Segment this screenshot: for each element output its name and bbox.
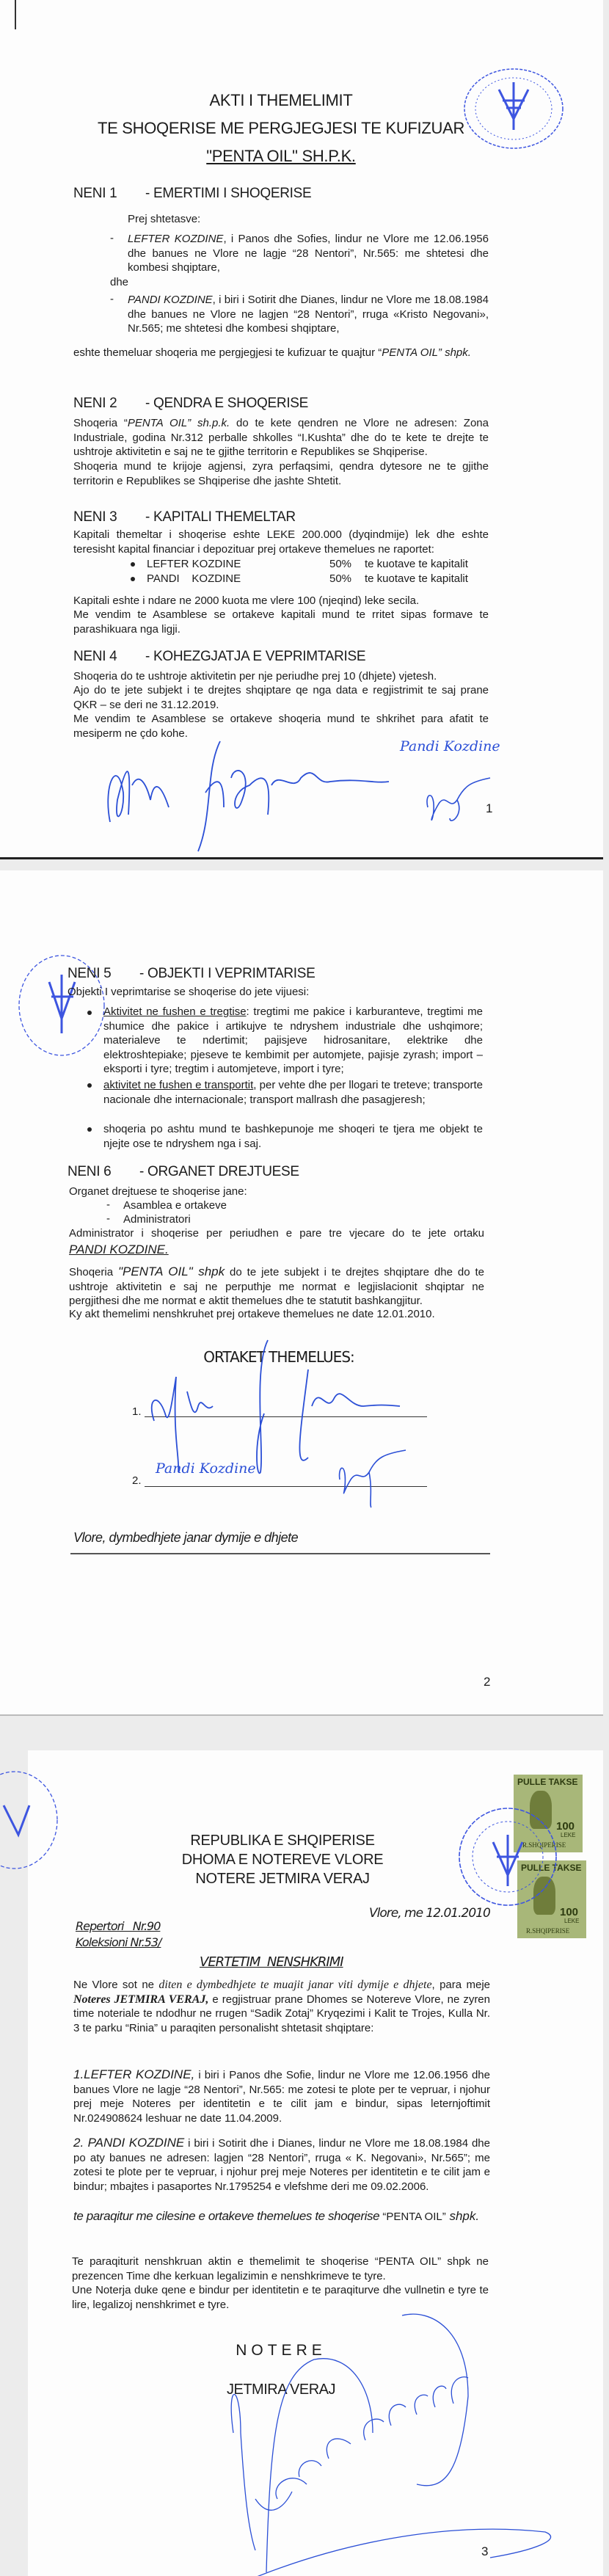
place-date: Vlore, me 12.01.2010 [369, 1906, 490, 1921]
bullet-icon [131, 577, 135, 581]
closing-paragraph-1: Te paraqiturit nenshkruan aktin e themelimit te shoqerise “PENTA OIL” shpk ne prezencen Time dhe kerkuan legalizimin e nenshkrimeve te tyre. [72, 2255, 489, 2282]
conjunction: dhe [110, 276, 129, 288]
header-republic: REPUBLIKA E SHQIPERISE [190, 1833, 375, 1849]
handwritten-name: Pandi Kozdine [400, 738, 500, 754]
company-ref: “PENTA OIL” [382, 2211, 446, 2223]
founder-2-name: PANDI KOZDINE [128, 294, 213, 306]
page-number: 1 [486, 801, 493, 815]
article-4-paragraph-1: Shoqeria do te ushtroje aktivitetin per nje periudhe prej 10 (dhjete) vjetesh. [73, 670, 437, 683]
article-6-intro: Organet drejtuese te shoqerise jane: [69, 1185, 247, 1198]
company-name: "PENTA OIL" SH.P.K. [206, 147, 356, 165]
koleksioni-number: Koleksioni Nr.53/ [76, 1935, 161, 1949]
article-2-paragraph-1 [73, 416, 489, 459]
signature-pandi-kozdine [420, 778, 494, 829]
founder-1-paragraph [128, 232, 489, 275]
notarial-intro [73, 1978, 490, 2035]
header-chamber: DHOMA E NOTEREVE VLORE [181, 1852, 384, 1868]
person-2-details: i biri i Sotirit dhe i Dianes, lindur ne Vlore me 18.08.1984 dhe po aty banues ne adresen: lagjen “28 Nentori”, rruga « K. Negovani», Nr.565”; me zotesi te plote per te vepruar, i njohur prej meje Noteres per identitetin e te cilit jam e bindur; mbajtes i pasaportes Nr.1795254 e vlefshme deri me 09.02.2006. [73, 2137, 490, 2193]
share-percent: 50% [329, 572, 352, 585]
document-subtitle: TE SHOQERISE ME PERGJEGJESI TE KUFIZUAR [97, 119, 465, 137]
article-5-number: NENI 5 [68, 966, 112, 981]
article-5-heading: - OBJEKTI I VEPRIMTARISE [139, 966, 316, 981]
signature-line-label: 2. [132, 1474, 142, 1487]
list-dash: - [110, 232, 114, 244]
article-2-heading: - QENDRA E SHOQERISE [145, 396, 309, 411]
article-4-number: NENI 4 [73, 649, 117, 664]
article-6-paragraph [69, 1265, 484, 1309]
notary-signature [226, 2286, 549, 2565]
organ-item: Asamblea e ortakeve [123, 1199, 227, 1212]
activity-item [103, 1078, 483, 1107]
article-1-heading: - EMERTIMI I SHOQERISE [145, 186, 312, 201]
text: do te kete qendren ne Vlore ne adresen: Zona Industriale, godina Nr.312 perballe shkolles “I.Kushta” dhe do te kete te drejte te ushtroje aktivitetin e saj ne te gjithe territorin e Republikes se Shqiperise. [73, 417, 489, 459]
text: Shoqeria [69, 1266, 118, 1278]
article-2-paragraph-2: Shoqeria mund te krijoje agjensi, zyra perfaqsimi, qendra dytesore ne te gjithe territorin e Republikes se Shqiperise dhe jashte Shtetit. [73, 460, 489, 487]
activity-lead: Aktivitet ne fushen e tregtise [103, 1005, 247, 1018]
signature-line-label: 1. [132, 1405, 142, 1418]
list-dash: - [106, 1198, 110, 1211]
list-dash: - [106, 1212, 110, 1225]
notary-seal-icon [456, 1805, 559, 1908]
page-2 [0, 870, 603, 1716]
tax-stamp-label: PULLE TAKSE [517, 1777, 578, 1787]
article-1-number: NENI 1 [73, 186, 117, 201]
bullet-icon [131, 562, 135, 567]
page-3 [28, 1750, 603, 2576]
activity-text: , per vehte dhe per llogari te treteve; transporte nacionale dhe internacionale; transport mallrash dhe pasagjeresh; [103, 1079, 483, 1106]
share-name: LEFTER KOZDINE [147, 558, 241, 570]
date-words: diten e dymbedhjete te muajit janar viti dymije e dhjete [158, 1979, 432, 1991]
administrator-name: PANDI KOZDINE. [69, 1242, 169, 1256]
activity-text: : tregtimi me pakice i karburanteve, tregtimi me shumice dhe pakice i artikujve te ndryshem industriale dhe ushqimore; materialeve te ndertimit; pajisjeve hidrosanitare, elektrike dhe elektroshtepiake; pjeseve te kembimit per automjete, pajisje zyrash; import – eksporti i tyre; tregtim i automjeteve, import i tyre; [103, 1005, 484, 1076]
document-heading: VERTETIM NENSHKRIMI [200, 1954, 343, 1970]
tax-stamp-unit: LEKE [564, 1918, 580, 1924]
bullet-icon [87, 1011, 92, 1015]
article-6-number: NENI 6 [68, 1164, 112, 1179]
text: do te jete subjekt i te drejtes shqiptare dhe do te ushtroje aktivitetin e saj ne perputhje me normat e legjislacionit shqiptar ne pergjithesi dhe me normat e aktit themelues dhe te statutit bashkangjitur. [69, 1266, 485, 1308]
bullet-icon [87, 1083, 92, 1088]
company-ref: "PENTA OIL" shpk [117, 1265, 225, 1278]
founding-text: eshte themeluar shoqeria me pergjegjesi te kufizuar te quajtur “ [73, 346, 382, 359]
closing-paragraph-2: Une Noterja duke qene e bindur per identitetin e te paraqiturve dhe vullnetin e tyre te lire, legalizoj nenshkrimet e tyre. [72, 2284, 489, 2311]
founder-1-name: LEFTER KOZDINE [128, 233, 224, 245]
person-2-paragraph [73, 2136, 490, 2194]
article-4-heading: - KOHEZGJATJA E VEPRIMTARISE [145, 649, 366, 664]
person-1-paragraph [73, 2067, 490, 2125]
text: te paraqitur me cilesine e ortakeve themelues te shoqerise [73, 2209, 380, 2223]
text: Ne Vlore sot ne [73, 1979, 159, 1991]
activity-lead: aktivitet ne fushen e transportit [103, 1079, 254, 1091]
article-3-heading: - KAPITALI THEMELTAR [145, 509, 296, 525]
text: e regjistruar prane Dhomes se Notereve Vlore, ne zyren time noteriale te ndodhur ne rrugen “Sadik Zotaj” Kryqezimi i Kalit te Trojes, Kulla Nr. 3 te parku “Rinia” u paraqiten personalisht shtetasit shqiptare: [73, 1993, 490, 2034]
signature-pandi-kozdine [336, 1450, 409, 1509]
founding-company: PENTA OIL” shpk. [382, 346, 471, 359]
date-underline [70, 1553, 490, 1554]
person-2-name: 2. PANDI KOZDINE [73, 2136, 185, 2150]
text: , para meje [431, 1979, 490, 1991]
page-1 [0, 0, 603, 859]
text: shpk. [445, 2209, 480, 2223]
person-1-name: 1.LEFTER KOZDINE, [73, 2067, 195, 2081]
text: Shoqeria “ [73, 417, 128, 429]
activity-item: shoqeria po ashtu mund te bashkepunoje me shoqeri te tjera me objekt te njejte ose te ndryshem nga i saj. [103, 1123, 483, 1150]
share-percent: 50% [329, 558, 352, 570]
tax-stamp-value: 100 [560, 1906, 579, 1918]
tax-stamp-value: 100 [556, 1820, 575, 1833]
organ-item: Administratori [123, 1213, 191, 1226]
article-6-heading: - ORGANET DREJTUESE [139, 1164, 299, 1179]
header-notary: NOTERE JETMIRA VERAJ [195, 1871, 370, 1887]
page-number: 3 [481, 2544, 489, 2558]
article-2-number: NENI 2 [73, 396, 117, 411]
notary-title: NOTERE [236, 2342, 327, 2359]
tax-stamp-country: R.SHQIPERISE [526, 1927, 570, 1935]
founding-statement [73, 346, 489, 360]
signing-statement: Ky akt themelimi nenshkruhet prej ortakeve themelues ne date 12.01.2010. [69, 1308, 435, 1320]
bullet-icon [87, 1127, 92, 1132]
share-name: PANDI KOZDINE [147, 572, 241, 585]
person-1-details: i biri i Panos dhe Sofie, lindur ne Vlore me 12.06.1956 dhe banues Vlore ne lagje “28 Nentori”, Nr.565: me zotesi te plote per te vepruar, i njohur prej meje Noteres per identitetin e te cilit jam e bindur, sipas leternjoftimit Nr.024908624 leshuar ne date 11.04.2009. [73, 2069, 490, 2125]
page-number: 2 [484, 1675, 491, 1689]
signature-lefter-kozdine [95, 727, 389, 851]
notary-ref: Noteres JETMIRA VERAJ, [73, 1993, 209, 2006]
date-in-words: Vlore, dymbedhjete janar dymije e dhjete [73, 1530, 299, 1545]
article-3-paragraph-1: Kapitali themeltar i shoqerise eshte LEKE 200.000 (dyqindmije) lek dhe eshte teresisht kapital financiar i depozituar prej ortakeve themelues ne raportet: [73, 528, 489, 556]
tax-stamp-country: R.SHQIPERISE [522, 1841, 566, 1849]
article-3-paragraph-3: Me vendim te Asamblese se ortakeve kapitali mund te rritet sipas formave te parashikuara nga ligji. [73, 608, 489, 636]
company-ref: PENTA OIL” sh.p.k. [127, 417, 230, 429]
tax-stamp-unit: LEKE [561, 1832, 576, 1838]
founder-1-details: , i Panos dhe Sofies, lindur ne Vlore me 12.06.1956 dhe banues ne Vlore ne lagje “28 Nentori”, Nr.565: me shtetesi dhe kombesi shqiptare, [128, 233, 489, 274]
article-4-paragraph-2: Ajo do te jete subjekt i te drejtes shqiptare qe nga data e regjistrimit te saj prane QKR – se deri ne 31.12.2019. [73, 684, 489, 711]
article-3-number: NENI 3 [73, 509, 117, 525]
article-5-intro: Objekti I veprimtarise se shoqerise do jete vijuesi: [68, 986, 310, 998]
margin-mark [15, 0, 16, 29]
administrator-text: Administrator i shoqerise per periudhen e pare tre vjecare do te jete ortaku [69, 1227, 484, 1240]
share-text: te kuotave te kapitalit [365, 572, 468, 585]
tax-stamp-label: PULLE TAKSE [521, 1863, 582, 1873]
handwritten-name: Pandi Kozdine [156, 1460, 256, 1477]
list-dash: - [110, 293, 114, 305]
founder-2-details: , i biri i Sotirit dhe Dianes, lindur ne Vlore me 18.08.1984 dhe banues ne Vlore ne lagjen “28 Nentori”, rruga «Kristo Negovani», Nr.565; me shtetesi dhe kombesi shqiptare, [128, 294, 489, 335]
founder-2-paragraph [128, 293, 489, 336]
capacity-statement [73, 2209, 490, 2224]
document-title: AKTI I THEMELIMIT [209, 91, 353, 109]
share-text: te kuotave te kapitalit [365, 558, 468, 570]
article-3-paragraph-2: Kapitali eshte i ndare ne 2000 kuota me vlere 100 (njeqind) leke secila. [73, 594, 420, 607]
article-1-intro: Prej shtetasve: [128, 213, 201, 225]
founders-title: ORTAKET THEMELUES: [203, 1348, 354, 1366]
notary-name: JETMIRA VERAJ [227, 2382, 335, 2398]
repertori-number: Repertori Nr.90 [76, 1919, 161, 1933]
activity-item [103, 1005, 483, 1077]
article-4-paragraph-3: Me vendim te Asamblese se ortakeve shoqeria mund te shkrihet para afatit te mesiperm ne çdo kohe. [73, 713, 489, 740]
